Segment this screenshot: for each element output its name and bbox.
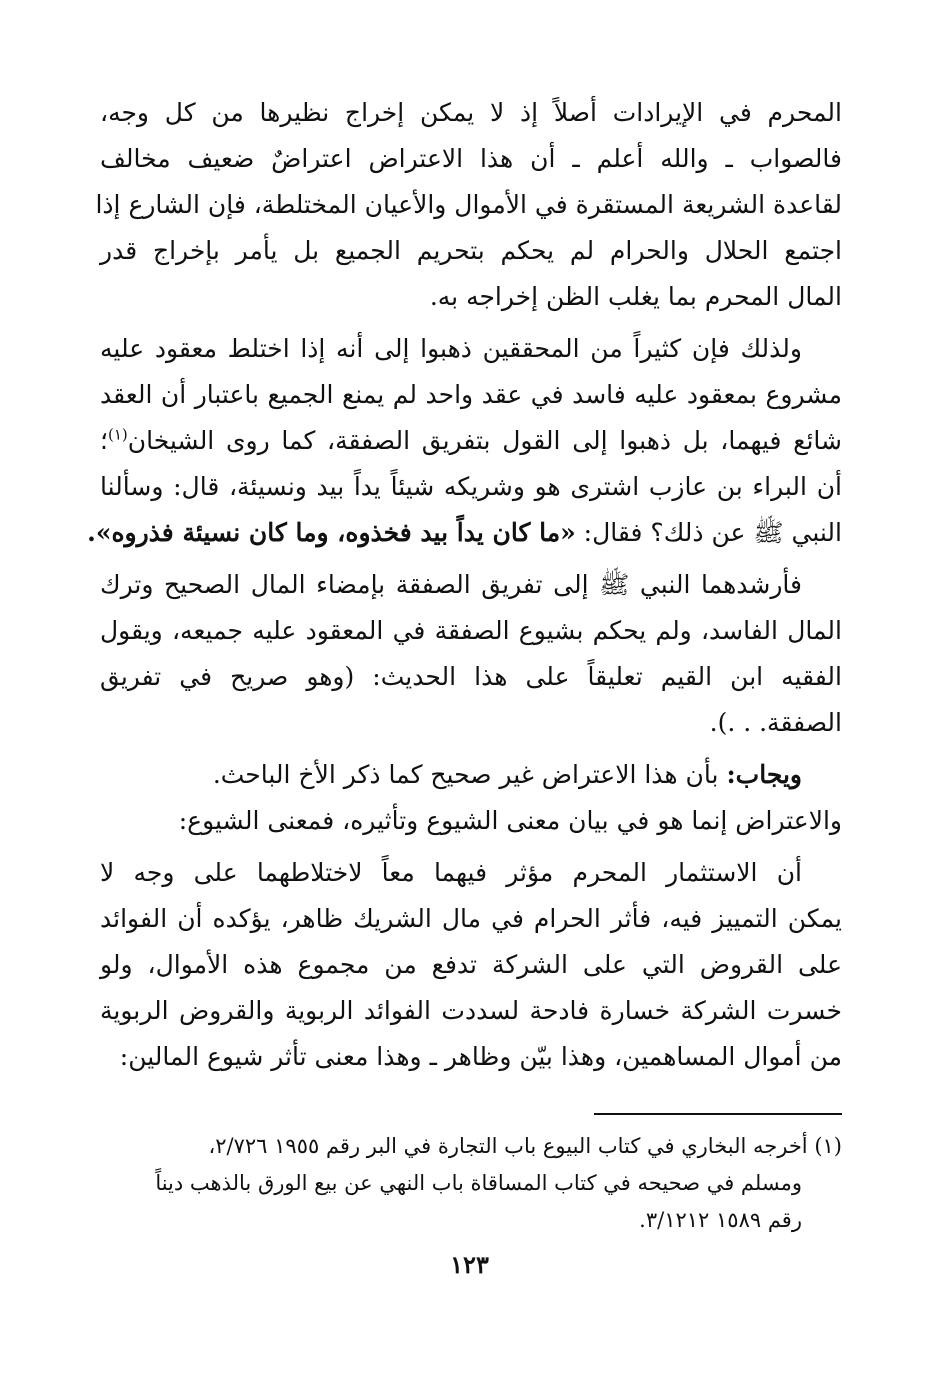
text-fragment: ؛: [100, 426, 108, 455]
lead-word: ويجاب:: [726, 760, 802, 789]
text-line: خسرت الشركة خسارة فادحة لسددت الفوائد الربوية والقروض الربوية: [100, 996, 842, 1025]
paragraph-1: [95, 90, 842, 320]
text-line: المال المحرم بما يغلب الظن إخراجه به.: [429, 282, 842, 311]
text-line: [100, 418, 842, 464]
text-line: من أموال المساهمين، وهذا بيّن وظاهر ـ وهذا معنى تأثر شيوع المالين:: [119, 1042, 842, 1071]
text-line: فالصواب ـ والله أعلم ـ أن هذا الاعتراض اعتراضٌ ضعيف مخالف: [100, 144, 842, 173]
text-fragment: شائع فيهما، بل ذهبوا إلى القول بتفريق الصفقة، كما روى الشيخان: [127, 426, 842, 455]
text-line: [87, 510, 842, 556]
text-line: [100, 752, 842, 798]
footnote-line: ومسلم في صحيحه في كتاب المساقاة باب النهي عن بيع الورق بالذهب ديناً: [155, 1171, 802, 1195]
footnote-marker[interactable]: (١): [107, 425, 128, 444]
text-line: المحرم في الإيرادات أصلاً إذ لا يمكن إخراج نظيرها من كل وجه،: [100, 98, 842, 127]
text-line: يمكن التمييز فيه، فأثر الحرام في مال الشريك ظاهر، يؤكده أن الفوائد: [100, 904, 842, 933]
paragraph-3: [100, 562, 842, 746]
footnotes: [100, 1128, 842, 1239]
paragraph-5: [100, 850, 842, 1080]
text-line: ولذلك فإن كثيراً من المحققين ذهبوا إلى أنه إذا اختلط معقود عليه: [100, 334, 802, 363]
text-line: والاعتراض إنما هو في بيان معنى الشيوع وتأثيره، فمعنى الشيوع:: [178, 806, 842, 835]
text-line: الصفقة. . .).: [709, 708, 842, 737]
text-line: مشروع بمعقود عليه فاسد في عقد واحد لم يمنع الجميع باعتبار أن العقد: [100, 380, 842, 409]
text-line: الفقيه ابن القيم تعليقاً على هذا الحديث: (وهو صريح في تفريق: [100, 662, 842, 691]
text-line: لقاعدة الشريعة المستقرة في الأموال والأعيان المختلطة، فإن الشارع إذا: [95, 190, 842, 219]
hadith-quote: «ما كان يداً بيد فخذوه، وما كان نسيئة فذروه».: [87, 518, 576, 547]
paragraph-4: [100, 752, 842, 844]
footnote-divider: [594, 1113, 842, 1115]
page-body: [87, 90, 842, 1086]
paragraph-2: [87, 326, 842, 556]
text-line: المال الفاسد، ولم يحكم بشيوع الصفقة في المعقود عليه جميعه، ويقول: [100, 616, 842, 645]
text-line: اجتمع الحلال والحرام لم يحكم بتحريم الجميع بل يأمر بإخراج قدر: [100, 236, 842, 265]
text-line: أن الاستثمار المحرم مؤثر فيهما معاً لاختلاطهما على وجه لا: [100, 858, 802, 887]
text-line: أن البراء بن عازب اشترى هو وشريكه شيئاً يداً بيد ونسيئة، قال: وسألنا: [100, 472, 842, 501]
footnote-line: رقم ١٥٨٩ ٣/١٢١٢.: [639, 1208, 802, 1232]
footnote-line: (١) أخرجه البخاري في كتاب البيوع باب التجارة في البر رقم ١٩٥٥ ٢/٧٢٦،: [208, 1134, 842, 1158]
text-fragment: بأن هذا الاعتراض غير صحيح كما ذكر الأخ الباحث.: [212, 760, 719, 789]
text-line: فأرشدهما النبي ﷺ إلى تفريق الصفقة بإمضاء المال الصحيح وترك: [100, 570, 802, 599]
text-line: على القروض التي على الشركة تدفع من مجموع هذه الأموال، ولو: [100, 950, 842, 979]
text-fragment: النبي ﷺ عن ذلك؟ فقال:: [583, 518, 842, 547]
page-number: ١٢٣: [450, 1250, 489, 1279]
